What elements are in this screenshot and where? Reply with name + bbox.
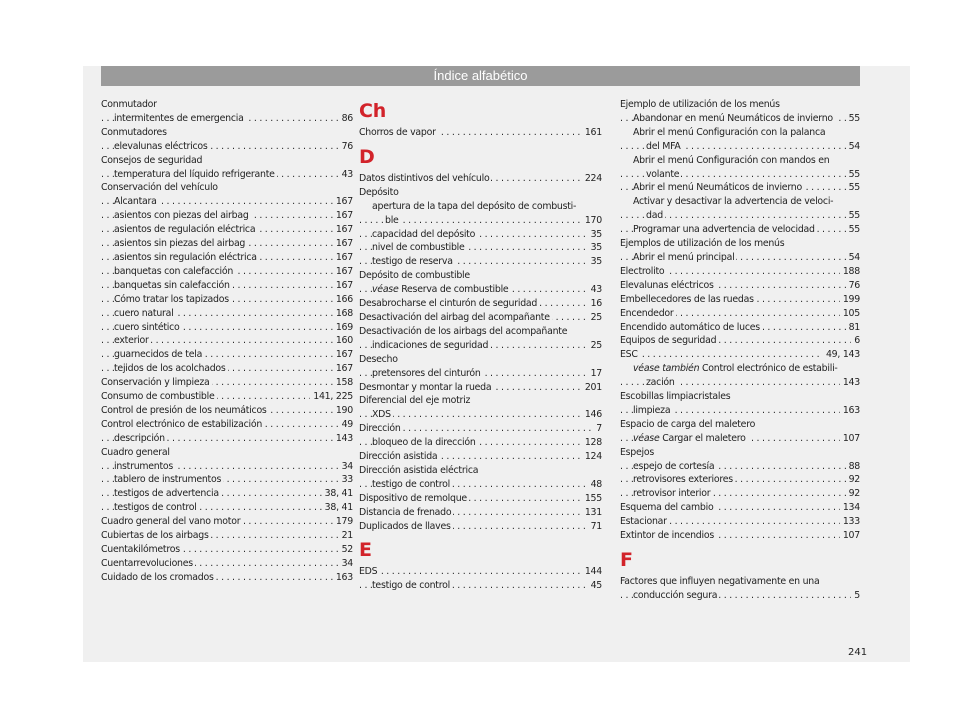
index-entry-label: Abrir el menú Configuración con mandos en (633, 154, 830, 166)
index-page-ref: 25 (588, 339, 602, 353)
index-entry (620, 501, 860, 515)
index-entry-label: Alcantara (114, 196, 157, 208)
index-entry-label: Control de presión de los neumáticos (101, 404, 267, 416)
index-entry (101, 376, 353, 390)
index-entry (101, 390, 353, 404)
index-subentry (101, 348, 353, 362)
index-page-ref: 179 (333, 515, 353, 529)
index-page-ref: 55 (846, 168, 860, 182)
index-entry-label: elevalunas eléctricos (114, 140, 208, 152)
index-see-reference: véase también (633, 363, 700, 375)
index-page-ref: 33 (339, 473, 353, 487)
index-page-ref: 124 (582, 450, 602, 464)
index-entry-label: testigo de control (372, 478, 450, 490)
index-entry-label: asientos con piezas del airbag (114, 210, 249, 222)
index-entry (620, 307, 860, 321)
index-page-ref: 167 (333, 209, 353, 223)
index-section-letter: Ch (359, 100, 386, 122)
index-page-ref: 160 (333, 334, 353, 348)
index-entry (620, 279, 860, 293)
index-page-ref: 43 (339, 168, 353, 182)
index-entry (101, 557, 353, 571)
index-entry-label: zación (646, 377, 675, 389)
index-page-ref: 81 (846, 321, 860, 335)
index-page-ref: 158 (333, 376, 353, 390)
index-entry-label: guarnecidos de tela (114, 349, 203, 361)
index-entry-label: Dirección asistida eléctrica (359, 464, 479, 476)
index-page-ref: 188 (840, 265, 860, 279)
index-page-ref: 92 (846, 473, 860, 487)
index-entry-label: Desactivación del airbag del acompañante (359, 311, 550, 323)
index-page-ref: 34 (339, 557, 353, 571)
index-entry-label: Ejemplo de utilización de los menús (620, 99, 780, 110)
index-entry (359, 311, 602, 325)
index-entry-label: Desabrocharse el cinturón de seguridad (359, 298, 538, 310)
index-entry-label: cuero natural (114, 307, 174, 319)
index-page-ref: 45 (588, 579, 602, 593)
index-entry-label: XDS (372, 409, 391, 421)
index-entry-label: Espacio de carga del maletero (620, 418, 756, 430)
index-entry-label: Conservación del vehículo (101, 182, 218, 194)
index-page-ref: 170 (582, 214, 602, 228)
index-entry-label: espejo de cortesía (633, 460, 715, 472)
index-entry-label: Factores que influyen negativamente en una (620, 576, 820, 587)
index-entry-label: Cuadro general del vano motor (101, 516, 241, 528)
index-entry-label: testigos de advertencia (114, 488, 219, 500)
index-page-ref: 55 (846, 209, 860, 223)
index-subentry (101, 140, 353, 154)
index-entry (620, 265, 860, 279)
index-entry (620, 293, 860, 307)
index-entry-label: instrumentos (114, 460, 174, 472)
index-entry-label: bloqueo de la dirección (372, 437, 476, 449)
index-page-ref: 52 (339, 543, 353, 557)
index-subentry (101, 112, 353, 126)
index-page-ref: 133 (840, 515, 860, 529)
index-page-ref: 169 (333, 321, 353, 335)
index-page-ref: 6 (851, 334, 860, 348)
index-entry-label: Dirección asistida (359, 451, 438, 463)
index-page-ref: 48 (588, 478, 602, 492)
index-subentry (359, 478, 602, 492)
index-subentry (101, 307, 353, 321)
index-page-ref: 190 (333, 404, 353, 418)
index-page-ref: 55 (846, 223, 860, 237)
index-subentry (359, 200, 602, 214)
index-column-1 (101, 98, 353, 585)
index-page-ref: 76 (339, 140, 353, 154)
header-title: Índice alfabético (433, 68, 528, 83)
index-page-ref: 143 (333, 432, 353, 446)
index-entry (359, 422, 602, 436)
index-entry-label: Duplicados de llaves (359, 520, 451, 532)
index-entry-label: Escobillas limpiacristales (620, 391, 731, 403)
index-subentry (359, 214, 602, 228)
index-entry-label: Dispositivo de remolque (359, 492, 467, 504)
index-entry-label: Ejemplos de utilización de los menús (620, 238, 785, 250)
index-entry (359, 492, 602, 506)
index-entry-label: Abandonar en menú Neumáticos de invierno (633, 112, 833, 124)
index-page-ref: 166 (333, 293, 353, 307)
index-entry-label: Control electrónico de estabili- (699, 363, 838, 375)
index-subentry (101, 209, 353, 223)
index-entry (359, 297, 602, 311)
index-subentry (620, 195, 860, 209)
index-page-ref: 92 (846, 487, 860, 501)
index-entry-label: Elevalunas eléctricos (620, 279, 714, 291)
index-entry-label: Desmontar y montar la rueda (359, 381, 492, 393)
index-subentry (359, 255, 602, 269)
index-entry-label: Conmutador (101, 99, 157, 110)
index-entry-label: testigo de control (372, 580, 450, 592)
index-entry (101, 529, 353, 543)
index-page-ref: 167 (333, 195, 353, 209)
index-subentry (620, 404, 860, 418)
index-subentry (620, 362, 860, 376)
index-page-ref: 128 (582, 436, 602, 450)
index-entry-label: Cómo tratar los tapizados (114, 293, 229, 305)
index-subentry (359, 339, 602, 353)
index-entry (620, 575, 860, 589)
index-entry (101, 515, 353, 529)
index-page-ref: 167 (333, 251, 353, 265)
index-entry (620, 98, 860, 112)
index-page-ref: 105 (840, 307, 860, 321)
index-subentry (101, 487, 353, 501)
index-entry (359, 126, 602, 140)
index-entry-label: exterior (114, 335, 149, 347)
index-entry-label: indicaciones de seguridad (372, 339, 489, 351)
index-page-ref: 143 (840, 376, 860, 390)
index-subentry (101, 473, 353, 487)
index-page-ref: 131 (582, 506, 602, 520)
index-entry (620, 334, 860, 348)
index-page-ref: 161 (582, 126, 602, 140)
index-section-letter: F (620, 549, 633, 571)
index-page-ref: 34 (339, 460, 353, 474)
index-entry (359, 506, 602, 520)
index-page-ref: 168 (333, 307, 353, 321)
index-subentry (620, 168, 860, 182)
index-page-ref: 167 (333, 237, 353, 251)
index-entry (620, 418, 860, 432)
index-entry (620, 321, 860, 335)
index-subentry (620, 209, 860, 223)
index-entry-label: Dirección (359, 423, 401, 435)
index-subentry (101, 237, 353, 251)
index-entry-label: nivel de combustible (372, 242, 465, 254)
index-page-ref: 167 (333, 265, 353, 279)
index-page-ref: 88 (846, 460, 860, 474)
index-entry-label: retrovisores exteriores (633, 474, 733, 486)
index-section-letter: E (359, 539, 372, 562)
index-entry (101, 181, 353, 195)
index-entry-label: del MFA (646, 140, 681, 152)
index-entry (620, 446, 860, 460)
index-subentry (620, 473, 860, 487)
index-page-ref: 86 (339, 112, 353, 126)
page-header (101, 66, 860, 86)
index-subentry (101, 195, 353, 209)
index-see-reference: véase (372, 284, 399, 296)
index-entry-label: cuero sintético (114, 321, 180, 333)
index-subentry (620, 251, 860, 265)
index-entry-label: Depósito de combustible (359, 270, 470, 282)
index-page-ref: 107 (840, 432, 860, 446)
index-entry-label: Cubiertas de los airbags (101, 530, 209, 542)
index-entry-label: asientos sin regulación eléctrica (114, 251, 257, 263)
index-page-ref: 141, 225 (310, 390, 353, 404)
index-page-ref: 155 (582, 492, 602, 506)
index-subentry (359, 579, 602, 593)
index-entry-label: Diferencial del eje motriz (359, 395, 471, 407)
index-entry-label: Cuentakilómetros (101, 544, 180, 555)
index-entry-label: Encendedor (620, 307, 674, 319)
index-page-ref: 55 (846, 181, 860, 195)
index-subentry (620, 432, 860, 446)
index-entry-label: capacidad del depósito (372, 228, 476, 240)
index-entry-label: Abrir el menú Neumáticos de invierno (633, 182, 802, 194)
index-entry (359, 186, 602, 200)
index-subentry (101, 168, 353, 182)
index-page-ref: 16 (588, 297, 602, 311)
index-entry-label: dad (646, 210, 663, 222)
index-page-ref: 199 (840, 293, 860, 307)
index-entry (101, 418, 353, 432)
index-entry (620, 237, 860, 251)
index-entry-label: Desecho (359, 353, 398, 365)
index-entry-label: Datos distintivos del vehículo (359, 172, 490, 184)
page-number: 241 (848, 647, 868, 658)
index-entry-label: Consejos de seguridad (101, 154, 203, 166)
index-subentry (101, 362, 353, 376)
index-subentry (359, 408, 602, 422)
index-page-ref: 201 (582, 381, 602, 395)
index-entry-label: Control electrónico de estabilización (101, 418, 263, 430)
index-entry-label: tablero de instrumentos (114, 474, 222, 486)
index-page-ref: 76 (846, 279, 860, 293)
index-entry (101, 446, 353, 460)
index-page-ref: 35 (588, 241, 602, 255)
index-entry-label: Desactivación de los airbags del acompañante (359, 325, 568, 337)
index-page-ref: 163 (840, 404, 860, 418)
index-entry-label: temperatura del líquido refrigerante (114, 168, 275, 180)
index-page-ref: 5 (851, 589, 860, 603)
index-entry (359, 520, 602, 534)
index-entry-label: ble (385, 214, 399, 226)
index-entry (359, 325, 602, 339)
index-entry (620, 529, 860, 543)
index-entry-label: Espejos (620, 446, 655, 458)
index-entry (359, 172, 602, 186)
index-entry-label: Abrir el menú principal (633, 251, 735, 263)
index-entry-label: EDS (359, 566, 378, 578)
index-entry-label: retrovisor interior (633, 488, 711, 500)
index-section-letter: D (359, 145, 375, 168)
index-entry-label: asientos sin piezas del airbag (114, 238, 246, 250)
index-entry (620, 390, 860, 404)
index-entry-label: banquetas sin calefacción (114, 279, 230, 291)
index-entry-label: Estacionar (620, 516, 667, 528)
index-entry (359, 394, 602, 408)
index-subentry (101, 293, 353, 307)
index-subentry (620, 376, 860, 390)
index-entry-label: asientos de regulación eléctrica (114, 224, 256, 236)
index-entry-label: tejidos de los acolchados (114, 363, 226, 375)
index-page-ref: 163 (333, 571, 353, 585)
index-see-reference: véase (633, 432, 660, 444)
index-entry-label: descripción (114, 432, 165, 444)
index-page-ref: 146 (582, 408, 602, 422)
index-entry-label: Conservación y limpieza (101, 377, 210, 389)
index-subentry (620, 589, 860, 603)
index-subentry (620, 460, 860, 474)
index-entry (359, 269, 602, 283)
index-page-ref: 49 (339, 418, 353, 432)
index-entry-label: Equipos de seguridad (620, 335, 717, 347)
index-entry-label: Programar una advertencia de velocidad (633, 224, 815, 236)
index-subentry (101, 460, 353, 474)
index-page-ref: 17 (588, 367, 602, 381)
index-page-ref: 167 (333, 223, 353, 237)
index-entry-label: Encendido automático de luces (620, 321, 760, 333)
index-entry-label: Cuadro general (101, 446, 170, 458)
index-entry (359, 565, 602, 579)
index-page-ref: 35 (588, 255, 602, 269)
index-page-ref: 49, 143 (823, 348, 860, 362)
index-entry-label: Cuentarrevoluciones (101, 557, 193, 569)
index-page-ref: 107 (840, 529, 860, 543)
index-subentry (359, 228, 602, 242)
index-subentry (101, 223, 353, 237)
index-subentry (620, 223, 860, 237)
index-entry-label: Consumo de combustible (101, 391, 215, 403)
index-page-ref: 167 (333, 348, 353, 362)
index-page-ref: 7 (593, 422, 602, 436)
index-entry-label: Cuidado de los cromados (101, 571, 214, 583)
index-page-ref: 134 (840, 501, 860, 515)
index-entry-label: Cargar el maletero (659, 432, 746, 444)
index-subentry (101, 321, 353, 335)
index-page-ref: 21 (339, 529, 353, 543)
index-entry (620, 348, 860, 362)
index-subentry (101, 251, 353, 265)
index-entry-label: volante (646, 168, 680, 180)
index-subentry (359, 241, 602, 255)
index-subentry (620, 126, 860, 140)
index-subentry (101, 334, 353, 348)
index-entry-label: Embellecedores de las ruedas (620, 293, 754, 305)
index-entry-label: Chorros de vapor (359, 127, 436, 138)
index-subentry (620, 140, 860, 154)
index-entry-label: Activar y desactivar la advertencia de veloci- (633, 196, 834, 208)
index-entry-label: intermitentes de emergencia (114, 112, 244, 124)
index-entry-label: Reserva de combustible (398, 284, 509, 296)
index-subentry (101, 279, 353, 293)
index-subentry (620, 112, 860, 126)
index-entry-label: apertura de la tapa del depósito de combusti- (372, 200, 577, 212)
index-page-ref: 38, 41 (322, 501, 353, 515)
index-entry-label: conducción segura (633, 589, 718, 601)
index-entry (620, 515, 860, 529)
index-page-ref: 71 (588, 520, 602, 534)
index-subentry (359, 436, 602, 450)
index-entry (359, 450, 602, 464)
index-entry (359, 464, 602, 478)
index-entry (101, 126, 353, 140)
index-subentry (101, 432, 353, 446)
index-entry-label: Esquema del cambio (620, 502, 714, 514)
index-entry (359, 381, 602, 395)
index-page-ref: 25 (588, 311, 602, 325)
index-column-2 (359, 98, 602, 593)
index-column-3 (620, 98, 860, 603)
index-subentry (359, 283, 602, 297)
index-subentry (101, 265, 353, 279)
index-page-ref: 167 (333, 279, 353, 293)
index-entry-label: Depósito (359, 186, 399, 198)
index-entry-label: Abrir el menú Configuración con la palanca (633, 126, 826, 138)
index-entry (359, 353, 602, 367)
index-entry-label: ESC (620, 349, 638, 361)
index-page-ref: 54 (846, 251, 860, 265)
index-page-ref: 144 (582, 565, 602, 579)
index-page-ref: 35 (588, 228, 602, 242)
index-entry-label: Conmutadores (101, 126, 167, 138)
index-entry (101, 571, 353, 585)
index-page-ref: 38, 41 (322, 487, 353, 501)
index-entry-label: Distancia de frenado (359, 506, 452, 518)
index-entry-label: limpieza (633, 404, 671, 416)
index-page-ref: 55 (846, 112, 860, 126)
index-page-ref: 167 (333, 362, 353, 376)
index-page-ref: 54 (846, 140, 860, 154)
index-subentry (359, 367, 602, 381)
index-entry (101, 98, 353, 112)
index-entry-label: testigo de reserva (372, 256, 453, 268)
index-page-ref: 43 (588, 283, 602, 297)
index-entry (101, 154, 353, 168)
index-page-ref: 224 (582, 172, 602, 186)
index-entry-label: Electrolito (620, 265, 665, 277)
index-subentry (101, 501, 353, 515)
index-entry-label: pretensores del cinturón (372, 367, 481, 379)
index-entry (101, 404, 353, 418)
index-subentry (620, 487, 860, 501)
index-entry-label: Extintor de incendios (620, 530, 714, 542)
index-entry-label: banquetas con calefacción (114, 265, 234, 277)
index-entry (101, 543, 353, 557)
index-subentry (620, 181, 860, 195)
index-entry-label: testigos de control (114, 502, 197, 514)
index-subentry (620, 154, 860, 168)
